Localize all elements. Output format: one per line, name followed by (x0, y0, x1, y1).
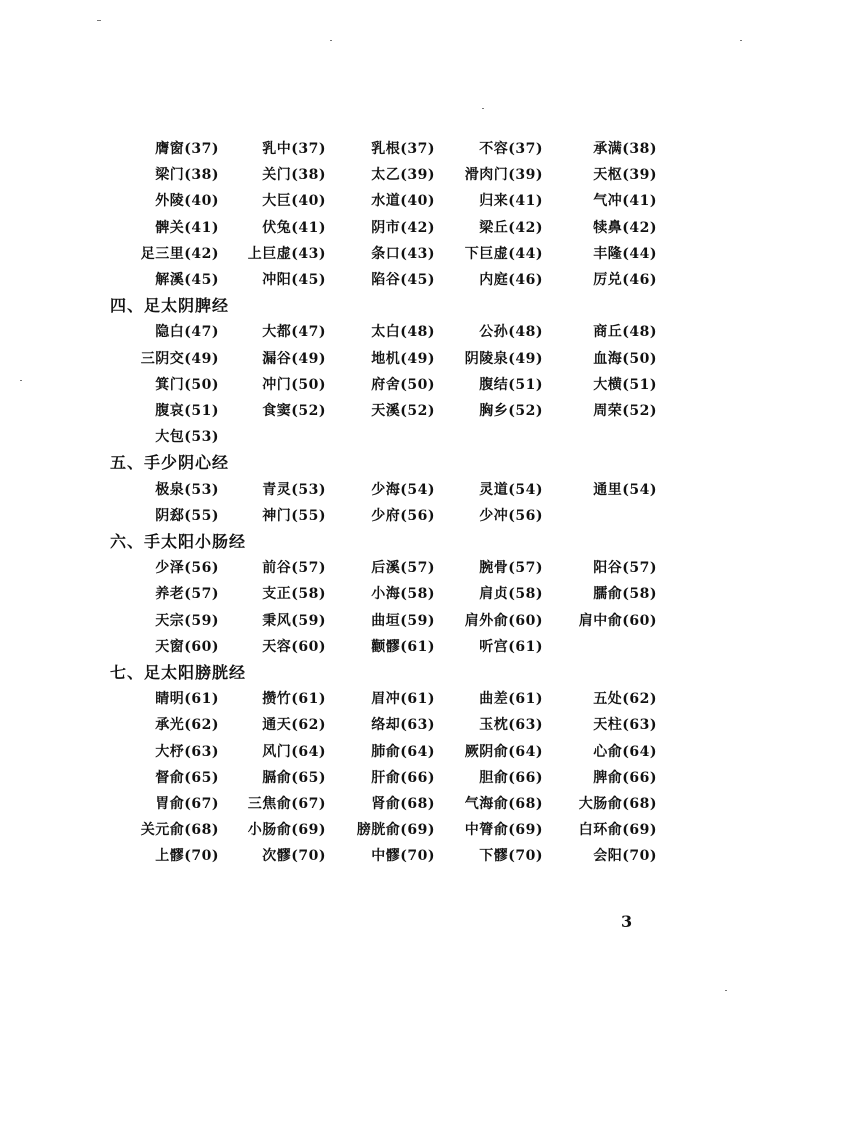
acupoint-entry: 大肠俞(68) (578, 796, 657, 812)
acupoint-entry: 血海(50) (593, 351, 657, 367)
acupoint-entry: 极泉(53) (155, 482, 219, 498)
acupoint-entry: 前谷(57) (262, 560, 326, 576)
acupoint-entry: 曲垣(59) (371, 613, 435, 629)
acupoint-entry: 三阴交(49) (140, 351, 219, 367)
acupoint-entry: 内庭(46) (479, 272, 543, 288)
section-heading: 七、足太阳膀胱经 (110, 663, 247, 682)
acupoint-entry: 大杼(63) (155, 744, 219, 760)
acupoint-entry: 肾俞(68) (371, 796, 435, 812)
acupoint-entry: 上巨虚(43) (247, 246, 326, 262)
acupoint-entry: 犊鼻(42) (593, 220, 657, 236)
acupoint-entry: 小肠俞(69) (247, 822, 326, 838)
acupoint-entry: 天容(60) (262, 639, 326, 655)
acupoint-entry: 小海(58) (371, 586, 435, 602)
acupoint-entry: 食窦(52) (262, 403, 326, 419)
acupoint-row (0, 610, 866, 632)
acupoint-entry: 外陵(40) (155, 193, 219, 209)
acupoint-entry: 冲阳(45) (262, 272, 326, 288)
section-heading: 四、足太阴脾经 (110, 296, 230, 316)
scan-speck (740, 40, 742, 41)
acupoint-entry: 条口(43) (371, 246, 435, 262)
acupoint-entry: 肩外俞(60) (464, 613, 543, 629)
acupoint-entry: 下巨虚(44) (464, 246, 543, 262)
acupoint-entry: 府舍(50) (371, 377, 435, 393)
acupoint-entry: 睛明(61) (155, 691, 219, 707)
section-heading: 六、手太阳小肠经 (110, 532, 247, 551)
acupoint-entry: 陷谷(45) (371, 272, 435, 288)
acupoint-entry: 天枢(39) (593, 167, 657, 183)
acupoint-entry: 腹结(51) (479, 377, 543, 393)
acupoint-row (0, 426, 866, 448)
scan-speck (482, 108, 484, 109)
acupoint-entry: 乳中(37) (262, 141, 326, 157)
acupoint-entry: 攒竹(61) (262, 691, 326, 707)
acupoint-entry: 不容(37) (479, 141, 543, 157)
acupoint-entry: 公孙(48) (479, 324, 543, 340)
acupoint-entry: 臑俞(58) (593, 586, 657, 602)
acupoint-entry: 中髎(70) (371, 848, 435, 864)
acupoint-row (0, 479, 866, 501)
acupoint-entry: 箕门(50) (155, 377, 219, 393)
acupoint-entry: 会阳(70) (593, 848, 657, 864)
acupoint-row (0, 819, 866, 841)
acupoint-entry: 商丘(48) (593, 324, 657, 340)
acupoint-entry: 乳根(37) (371, 141, 435, 157)
acupoint-entry: 关门(38) (262, 167, 326, 183)
acupoint-entry: 灵道(54) (479, 482, 543, 498)
acupoint-entry: 腹哀(51) (155, 403, 219, 419)
acupoint-entry: 漏谷(49) (262, 351, 326, 367)
acupoint-entry: 听宫(61) (479, 639, 543, 655)
acupoint-entry: 肺俞(64) (371, 744, 435, 760)
acupoint-entry: 肩贞(58) (479, 586, 543, 602)
acupoint-row (0, 321, 866, 343)
acupoint-entry: 秉风(59) (262, 613, 326, 629)
section-heading: 五、手少阴心经 (110, 453, 230, 473)
acupoint-row (0, 636, 866, 658)
acupoint-entry: 心俞(64) (593, 744, 657, 760)
acupoint-entry: 脾俞(66) (593, 770, 657, 786)
acupoint-row (0, 243, 866, 265)
acupoint-entry: 眉冲(61) (371, 691, 435, 707)
acupoint-entry: 膈俞(65) (262, 770, 326, 786)
acupoint-entry: 冲门(50) (262, 377, 326, 393)
acupoint-entry: 气海俞(68) (464, 796, 543, 812)
acupoint-entry: 次髎(70) (262, 848, 326, 864)
acupoint-entry: 承满(38) (593, 141, 657, 157)
acupoint-row (0, 845, 866, 867)
acupoint-entry: 阴郄(55) (155, 508, 219, 524)
acupoint-entry: 胸乡(52) (479, 403, 543, 419)
acupoint-entry: 太白(48) (371, 324, 435, 340)
acupoint-entry: 梁丘(42) (479, 220, 543, 236)
acupoint-row (0, 269, 866, 291)
acupoint-entry: 膀胱俞(69) (356, 822, 435, 838)
acupoint-entry: 后溪(57) (371, 560, 435, 576)
acupoint-entry: 下髎(70) (479, 848, 543, 864)
acupoint-row (0, 714, 866, 736)
acupoint-entry: 大横(51) (593, 377, 657, 393)
acupoint-entry: 阴陵泉(49) (464, 351, 543, 367)
acupoint-entry: 少泽(56) (155, 560, 219, 576)
acupoint-entry: 督俞(65) (155, 770, 219, 786)
acupoint-entry: 大巨(40) (262, 193, 326, 209)
acupoint-entry: 厥阴俞(64) (464, 744, 543, 760)
acupoint-entry: 水道(40) (371, 193, 435, 209)
acupoint-entry: 承光(62) (155, 717, 219, 733)
acupoint-entry: 三焦俞(67) (247, 796, 326, 812)
acupoint-entry: 少海(54) (371, 482, 435, 498)
acupoint-entry: 通里(54) (593, 482, 657, 498)
acupoint-entry: 胆俞(66) (479, 770, 543, 786)
acupoint-row (0, 138, 866, 160)
acupoint-entry: 肩中俞(60) (578, 613, 657, 629)
acupoint-row (0, 505, 866, 527)
acupoint-entry: 大包(53) (155, 429, 219, 445)
acupoint-entry: 气冲(41) (593, 193, 657, 209)
acupoint-entry: 阳谷(57) (593, 560, 657, 576)
scan-speck (330, 40, 332, 41)
acupoint-entry: 伏兔(41) (262, 220, 326, 236)
acupoint-entry: 周荣(52) (593, 403, 657, 419)
acupoint-entry: 天溪(52) (371, 403, 435, 419)
acupoint-row (0, 348, 866, 370)
acupoint-entry: 中膂俞(69) (464, 822, 543, 838)
acupoint-entry: 天柱(63) (593, 717, 657, 733)
acupoint-entry: 滑肉门(39) (464, 167, 543, 183)
acupoint-entry: 养老(57) (155, 586, 219, 602)
acupoint-row (0, 741, 866, 763)
acupoint-row (0, 767, 866, 789)
acupoint-entry: 天窗(60) (155, 639, 219, 655)
acupoint-entry: 少冲(56) (479, 508, 543, 524)
acupoint-entry: 胃俞(67) (155, 796, 219, 812)
acupoint-entry: 风门(64) (262, 744, 326, 760)
acupoint-entry: 支正(58) (262, 586, 326, 602)
acupoint-entry: 丰隆(44) (593, 246, 657, 262)
acupoint-entry: 归来(41) (479, 193, 543, 209)
acupoint-row (0, 583, 866, 605)
acupoint-entry: 少府(56) (371, 508, 435, 524)
acupoint-entry: 五处(62) (593, 691, 657, 707)
acupoint-entry: 大都(47) (262, 324, 326, 340)
acupoint-entry: 曲差(61) (479, 691, 543, 707)
acupoint-entry: 隐白(47) (155, 324, 219, 340)
acupoint-entry: 厉兑(46) (593, 272, 657, 288)
scan-speck (97, 20, 101, 21)
acupoint-entry: 腕骨(57) (479, 560, 543, 576)
acupoint-row (0, 793, 866, 815)
acupoint-entry: 通天(62) (262, 717, 326, 733)
acupoint-row (0, 688, 866, 710)
acupoint-row (0, 217, 866, 239)
acupoint-entry: 梁门(38) (155, 167, 219, 183)
acupoint-entry: 地机(49) (371, 351, 435, 367)
acupoint-entry: 太乙(39) (371, 167, 435, 183)
acupoint-entry: 肝俞(66) (371, 770, 435, 786)
acupoint-row (0, 190, 866, 212)
page-number: 3 (621, 912, 633, 931)
acupoint-entry: 络却(63) (371, 717, 435, 733)
acupoint-entry: 足三里(42) (140, 246, 219, 262)
acupoint-entry: 白环俞(69) (578, 822, 657, 838)
acupoint-row (0, 164, 866, 186)
acupoint-entry: 膺窗(37) (155, 141, 219, 157)
acupoint-entry: 髀关(41) (155, 220, 219, 236)
acupoint-entry: 上髎(70) (155, 848, 219, 864)
acupoint-row (0, 400, 866, 422)
acupoint-entry: 神门(55) (262, 508, 326, 524)
acupoint-entry: 青灵(53) (262, 482, 326, 498)
acupoint-entry: 阴市(42) (371, 220, 435, 236)
acupoint-entry: 关元俞(68) (140, 822, 219, 838)
scan-speck (725, 990, 727, 991)
acupoint-row (0, 557, 866, 579)
acupoint-entry: 玉枕(63) (479, 717, 543, 733)
acupoint-entry: 天宗(59) (155, 613, 219, 629)
acupoint-entry: 解溪(45) (155, 272, 219, 288)
acupoint-row (0, 374, 866, 396)
acupoint-entry: 颧髎(61) (371, 639, 435, 655)
